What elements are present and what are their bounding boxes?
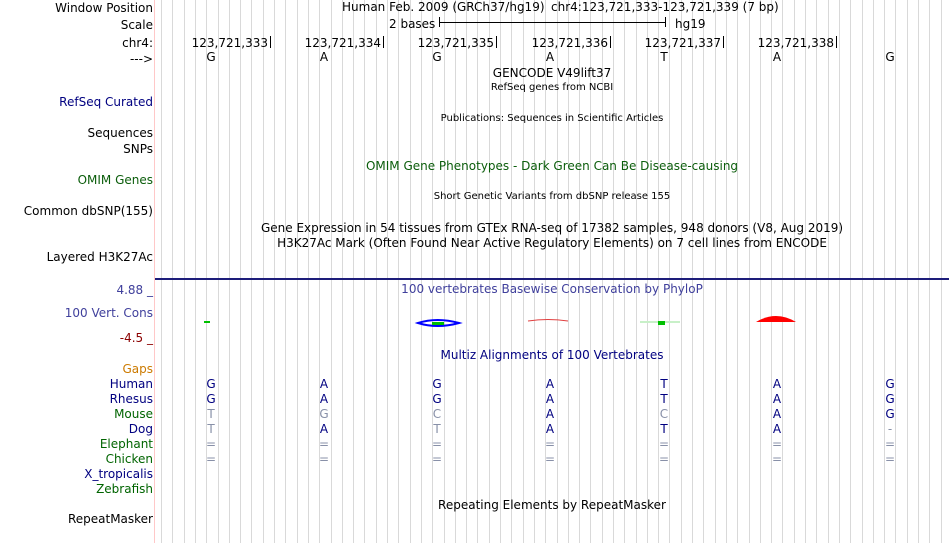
alignment-base: A [772, 392, 782, 406]
grid-line [376, 0, 377, 543]
scale-bar [439, 22, 666, 23]
coordinate-label: 123,721,338 [757, 36, 834, 50]
alignment-base: = [771, 452, 783, 466]
coordinate-tick [836, 36, 837, 48]
alignment-base: A [772, 377, 782, 391]
grid-line [263, 0, 264, 543]
scale-bar-text: 2 bases [389, 17, 436, 31]
grid-line [195, 0, 196, 543]
alignment-base: G [432, 377, 442, 391]
alignment-base: G [885, 377, 895, 391]
grid-line [828, 0, 829, 543]
conservation-plot [155, 310, 949, 330]
scale-bar-left-tick [439, 17, 440, 27]
alignment-base: T [207, 407, 215, 421]
grid-line [692, 0, 693, 543]
grid-line [794, 0, 795, 543]
strand-label: ---> [129, 52, 153, 66]
grid-line [477, 0, 478, 543]
grid-line [760, 0, 761, 543]
species-label[interactable]: Elephant [99, 437, 153, 451]
alignment-base: A [319, 392, 329, 406]
grid-line [455, 0, 456, 543]
species-label[interactable]: Mouse [114, 407, 153, 421]
alignment-base: = [884, 437, 896, 451]
grid-line [240, 0, 241, 543]
repeatmasker-label[interactable]: RepeatMasker [67, 512, 153, 526]
cons-mark-pos-3 [432, 322, 444, 325]
grid-line [172, 0, 173, 543]
coordinate-label: 123,721,333 [191, 36, 268, 50]
grid-line [229, 0, 230, 543]
grid-line [636, 0, 637, 543]
h3k27ac-title[interactable]: H3K27Ac Mark (Often Found Near Active Regulatory Elements) on 7 cell lines from ENCODE [277, 236, 827, 250]
grid-line [941, 0, 942, 543]
grid-line [929, 0, 930, 543]
gaps-label[interactable]: Gaps [122, 362, 153, 376]
grid-line [184, 0, 185, 543]
grid-line [850, 0, 851, 543]
grid-line [873, 0, 874, 543]
alignment-base: A [545, 392, 555, 406]
grid-line [364, 0, 365, 543]
alignment-base: = [658, 437, 670, 451]
scale-label: Scale [120, 18, 153, 32]
grid-line [274, 0, 275, 543]
grid-line [218, 0, 219, 543]
reference-base: A [772, 50, 782, 64]
species-label[interactable]: Human [109, 377, 153, 391]
assembly-title: Human Feb. 2009 (GRCh37/hg19) [342, 0, 545, 14]
grid-line [285, 0, 286, 543]
grid-line [161, 0, 162, 543]
grid-line [308, 0, 309, 543]
vert-cons-label[interactable]: 100 Vert. Cons [64, 306, 153, 320]
scale-bar-right-tick [665, 17, 666, 27]
alignment-base: T [660, 422, 668, 436]
grid-line [862, 0, 863, 543]
grid-line [737, 0, 738, 543]
publications-title[interactable]: Publications: Sequences in Scientific Articles [440, 113, 664, 124]
multiz-title[interactable]: Multiz Alignments of 100 Vertebrates [440, 348, 664, 362]
grid-line [907, 0, 908, 543]
label-divider [154, 0, 155, 543]
alignment-base: G [206, 377, 216, 391]
grid-line [353, 0, 354, 543]
alignment-base: G [885, 392, 895, 406]
species-label[interactable]: X_tropicalis [84, 467, 153, 481]
grid-line [331, 0, 332, 543]
coordinate-label: 123,721,336 [531, 36, 608, 50]
alignment-base: = [431, 437, 443, 451]
alignment-base: = [544, 437, 556, 451]
grid-line [805, 0, 806, 543]
alignment-base: = [205, 452, 217, 466]
snps-label[interactable]: SNPs [123, 142, 153, 156]
scale-assembly-text: hg19 [675, 17, 706, 31]
conservation-min-label: -4.5 _ [119, 331, 153, 345]
conservation-max-label: 4.88 _ [116, 283, 153, 297]
omim-phenotypes-title[interactable]: OMIM Gene Phenotypes - Dark Green Can Be Disease-causing [365, 159, 739, 173]
alignment-base: = [884, 452, 896, 466]
alignment-base: T [433, 422, 441, 436]
grid-line [421, 0, 422, 543]
coordinate-label: 123,721,335 [417, 36, 494, 50]
cons-mark-pos-1 [204, 321, 210, 323]
grid-line [816, 0, 817, 543]
alignment-base: C [432, 407, 442, 421]
alignment-base: = [205, 437, 217, 451]
grid-line [681, 0, 682, 543]
grid-line [410, 0, 411, 543]
reference-base: G [885, 50, 895, 64]
grid-line [297, 0, 298, 543]
species-label[interactable]: Rhesus [109, 392, 153, 406]
sequences-label[interactable]: Sequences [87, 126, 153, 140]
refseq-curated-label[interactable]: RefSeq Curated [59, 95, 153, 109]
species-label[interactable]: Chicken [105, 452, 153, 466]
alignment-base: = [771, 437, 783, 451]
chrom-label: chr4: [122, 36, 153, 50]
coordinate-tick [383, 36, 384, 48]
alignment-base: T [660, 377, 668, 391]
coordinate-tick [610, 36, 611, 48]
gencode-track-title[interactable]: GENCODE V49lift37 [492, 66, 612, 80]
alignment-base: - [887, 422, 893, 436]
alignment-base: = [318, 437, 330, 451]
omim-genes-label[interactable]: OMIM Genes [77, 173, 153, 187]
reference-base: A [545, 50, 555, 64]
alignment-base: A [545, 422, 555, 436]
common-dbsnp-label[interactable]: Common dbSNP(155) [23, 204, 153, 218]
coordinate-tick [723, 36, 724, 48]
cons-mark-pos-5 [658, 321, 665, 325]
alignment-base: = [318, 452, 330, 466]
grid-line [387, 0, 388, 543]
alignment-base: = [544, 452, 556, 466]
alignment-base: G [885, 407, 895, 421]
grid-line [703, 0, 704, 543]
grid-line [489, 0, 490, 543]
grid-line [726, 0, 727, 543]
alignment-base: A [772, 407, 782, 421]
alignment-base: G [432, 392, 442, 406]
coordinate-label: 123,721,334 [304, 36, 381, 50]
grid-line [444, 0, 445, 543]
grid-line [749, 0, 750, 543]
species-label[interactable]: Zebrafish [96, 482, 153, 496]
window-position-text: chr4:123,721,333-123,721,339 (7 bp) [551, 0, 779, 14]
alignment-base: C [659, 407, 669, 421]
cons-mark-pos-6 [756, 316, 796, 322]
reference-base: A [319, 50, 329, 64]
alignment-base: A [545, 377, 555, 391]
coordinate-label: 123,721,337 [644, 36, 721, 50]
grid-line [251, 0, 252, 543]
refseq-ncbi-title[interactable]: RefSeq genes from NCBI [490, 82, 614, 93]
layered-h3k27ac-label[interactable]: Layered H3K27Ac [46, 250, 153, 264]
grid-line [839, 0, 840, 543]
short-variants-title[interactable]: Short Genetic Variants from dbSNP release 155 [433, 191, 671, 202]
alignment-base: G [319, 407, 329, 421]
alignment-base: T [207, 422, 215, 436]
alignment-base: = [658, 452, 670, 466]
alignment-base: A [319, 377, 329, 391]
grid-line [466, 0, 467, 543]
grid-line [715, 0, 716, 543]
grid-line [918, 0, 919, 543]
grid-line [342, 0, 343, 543]
window-position-label: Window Position [55, 1, 153, 15]
coordinate-tick [496, 36, 497, 48]
cons-mark-pos-4 [528, 320, 568, 322]
species-label[interactable]: Dog [128, 422, 153, 436]
grid-line [647, 0, 648, 543]
alignment-base: G [206, 392, 216, 406]
coordinate-tick [270, 36, 271, 48]
alignment-base: T [660, 392, 668, 406]
phylop-title[interactable]: 100 vertebrates Basewise Conservation by PhyloP [401, 282, 703, 296]
reference-base: G [432, 50, 442, 64]
alignment-base: A [772, 422, 782, 436]
gtex-title[interactable]: Gene Expression in 54 tissues from GTEx RNA-seq of 17382 samples, 948 donors (V8, Aug 2019) [260, 221, 844, 235]
reference-base: T [660, 50, 668, 64]
reference-base: G [206, 50, 216, 64]
alignment-base: A [319, 422, 329, 436]
grid-line [624, 0, 625, 543]
alignment-base: = [431, 452, 443, 466]
alignment-base: A [545, 407, 555, 421]
track-group-separator [155, 278, 949, 280]
grid-line [398, 0, 399, 543]
repeatmasker-title[interactable]: Repeating Elements by RepeatMasker [438, 498, 666, 512]
